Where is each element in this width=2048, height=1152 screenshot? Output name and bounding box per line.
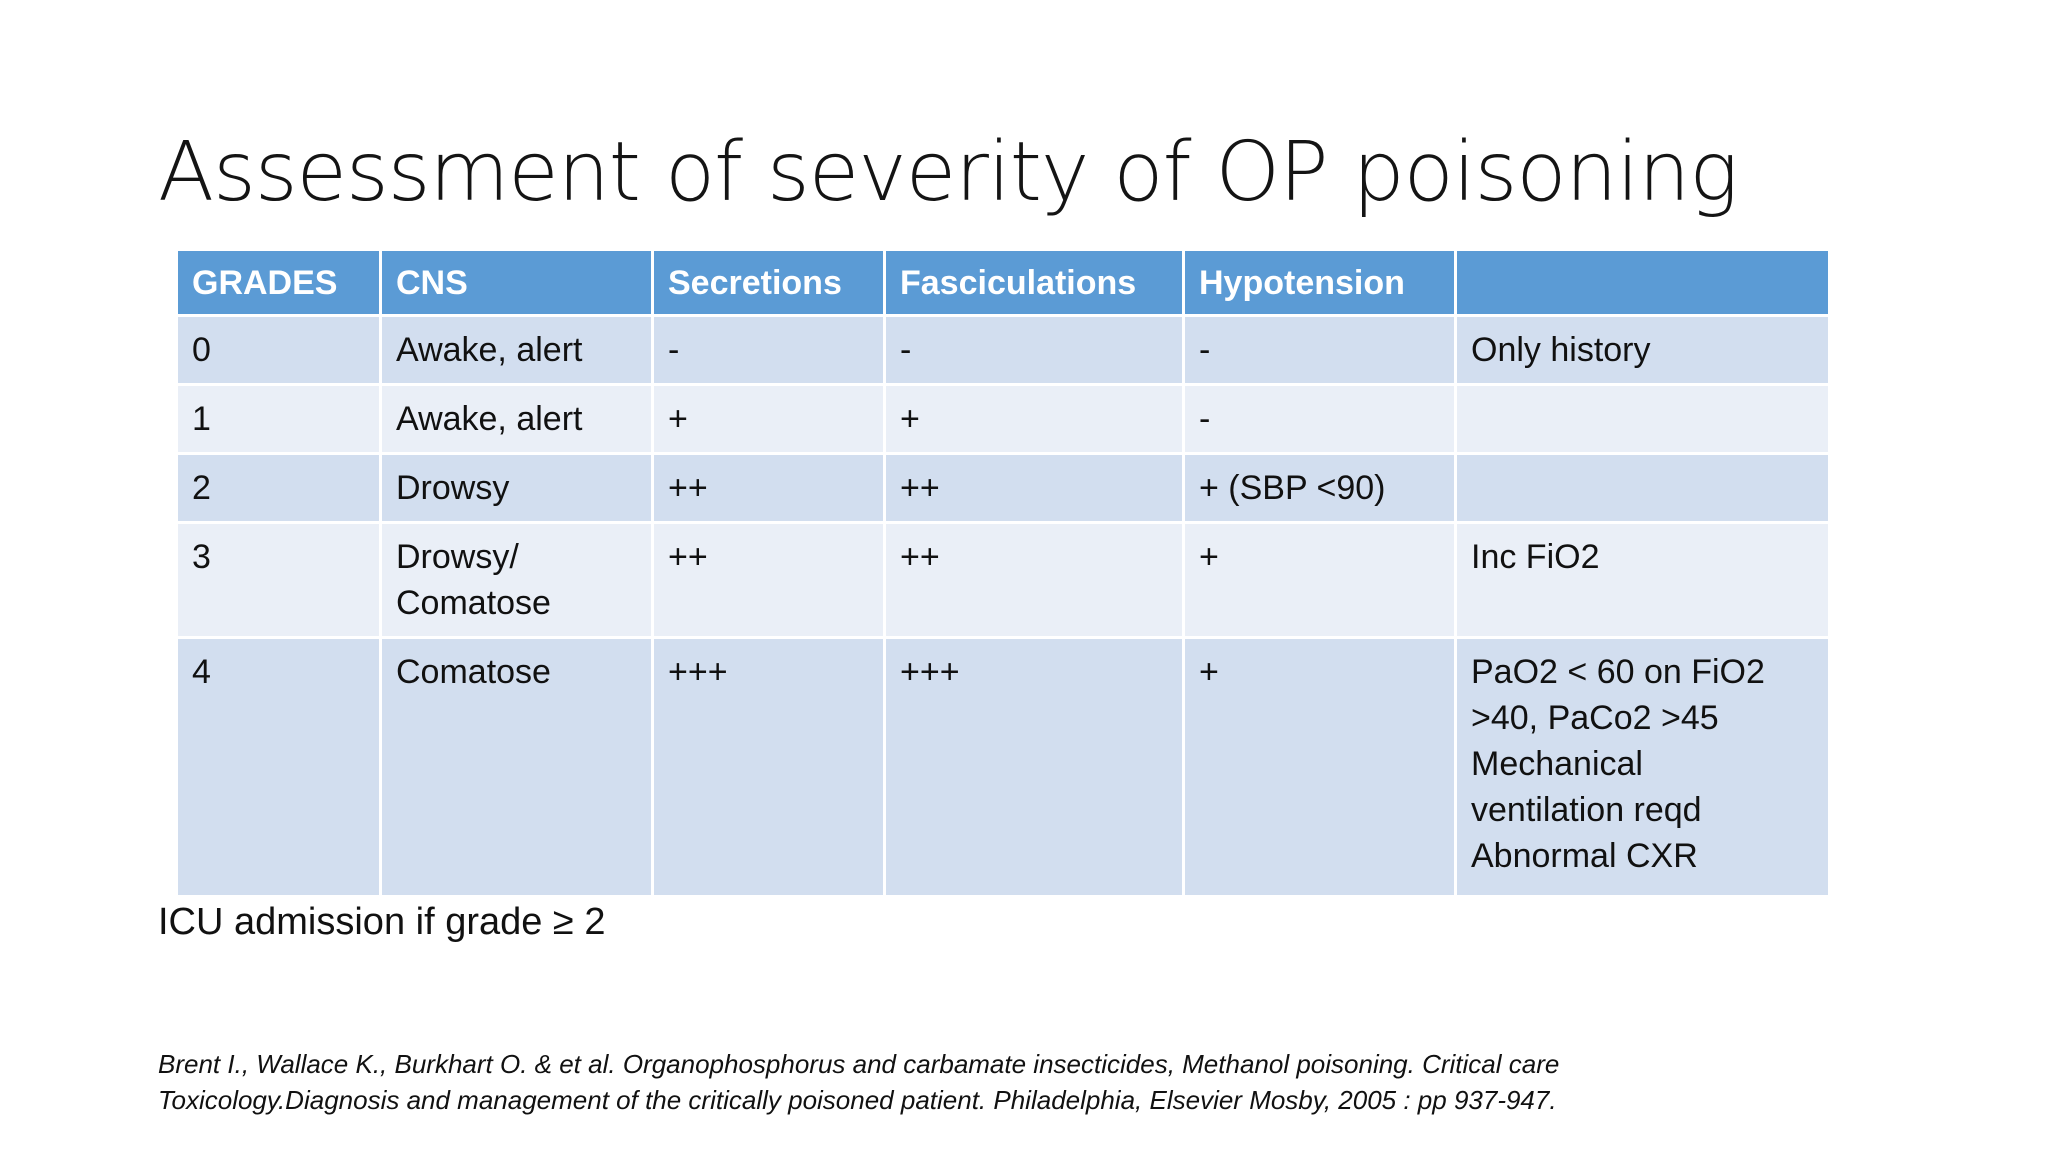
cell-hypotension: - xyxy=(1184,385,1456,454)
cell-line: Drowsy/ xyxy=(396,538,519,576)
cell-hypotension: + xyxy=(1184,638,1456,897)
table-row-grade-2 xyxy=(177,454,1830,523)
cell-cns xyxy=(381,523,653,638)
cell-line: Only history xyxy=(1471,331,1651,369)
cell-line: Mechanical xyxy=(1471,745,1643,783)
cell-line: Abnormal CXR xyxy=(1471,837,1698,875)
cell-hypotension: + (SBP <90) xyxy=(1184,454,1456,523)
cell-cns xyxy=(381,638,653,897)
cell-grade: 3 xyxy=(177,523,381,638)
header-notes xyxy=(1456,250,1830,316)
cell-fasciculations: + xyxy=(885,385,1184,454)
cell-line: Awake, alert xyxy=(396,331,583,369)
cell-grade: 1 xyxy=(177,385,381,454)
cell-secretions: ++ xyxy=(653,523,885,638)
cell-line: >40, PaCo2 >45 xyxy=(1471,699,1719,737)
table-row-grade-3 xyxy=(177,523,1830,638)
cell-grade: 2 xyxy=(177,454,381,523)
cell-hypotension: - xyxy=(1184,316,1456,385)
cell-line: Drowsy xyxy=(396,469,510,507)
severity-grades-table xyxy=(175,248,1831,898)
header-hypotension: Hypotension xyxy=(1184,250,1456,316)
cell-fasciculations: ++ xyxy=(885,523,1184,638)
cell-line: ventilation reqd xyxy=(1471,791,1702,829)
cell-line: Inc FiO2 xyxy=(1471,538,1600,576)
header-grades: GRADES xyxy=(177,250,381,316)
header-secretions: Secretions xyxy=(653,250,885,316)
cell-secretions: ++ xyxy=(653,454,885,523)
header-fasciculations: Fasciculations xyxy=(885,250,1184,316)
cell-secretions: + xyxy=(653,385,885,454)
header-cns: CNS xyxy=(381,250,653,316)
slide-title: Assessment of severity of OP poisoning xyxy=(158,125,1738,220)
table-row-grade-4 xyxy=(177,638,1830,897)
cell-secretions: - xyxy=(653,316,885,385)
cell-fasciculations: - xyxy=(885,316,1184,385)
cell-cns xyxy=(381,454,653,523)
cell-line: PaO2 < 60 on FiO2 xyxy=(1471,653,1765,691)
cell-secretions: +++ xyxy=(653,638,885,897)
cell-hypotension: + xyxy=(1184,523,1456,638)
cell-grade: 4 xyxy=(177,638,381,897)
table-row-grade-0 xyxy=(177,316,1830,385)
cell-fasciculations: +++ xyxy=(885,638,1184,897)
reference-line: Brent I., Wallace K., Burkhart O. & et al. Organophosphorus and carbamate insecticides, Methanol poisoning. Critical care xyxy=(158,1049,1560,1079)
cell-grade: 0 xyxy=(177,316,381,385)
cell-notes xyxy=(1456,523,1830,638)
reference-citation xyxy=(158,1046,1718,1118)
cell-notes xyxy=(1456,454,1830,523)
cell-cns xyxy=(381,316,653,385)
cell-fasciculations: ++ xyxy=(885,454,1184,523)
reference-line: Toxicology.Diagnosis and management of the critically poisoned patient. Philadelphia, Elsevier Mosby, 2005 : pp 937-947. xyxy=(158,1085,1557,1115)
cell-notes xyxy=(1456,316,1830,385)
icu-admission-note: ICU admission if grade ≥ 2 xyxy=(158,901,606,943)
table-row-grade-1 xyxy=(177,385,1830,454)
table-header-row xyxy=(177,250,1830,316)
cell-cns xyxy=(381,385,653,454)
cell-notes xyxy=(1456,638,1830,897)
cell-line: Comatose xyxy=(396,584,551,622)
cell-line: Comatose xyxy=(396,653,551,691)
cell-line: Awake, alert xyxy=(396,400,583,438)
cell-notes xyxy=(1456,385,1830,454)
